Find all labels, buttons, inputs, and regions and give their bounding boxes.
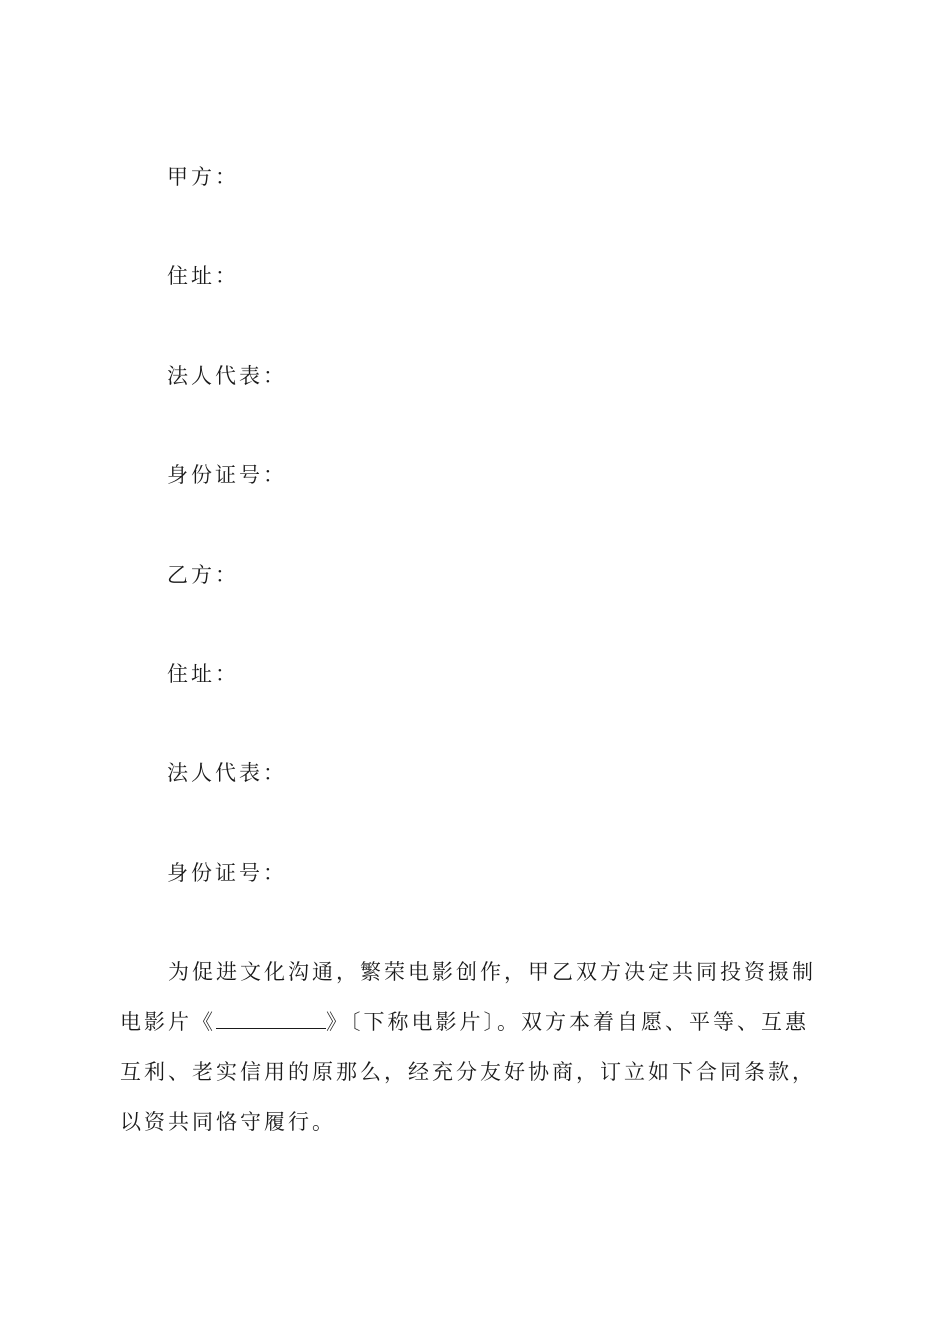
- party-b-address-label: 住址：: [167, 662, 239, 686]
- party-b-name-label: 乙方：: [167, 563, 239, 587]
- party-a-id-label: 身份证号：: [167, 463, 287, 487]
- party-a-legal-rep-label: 法人代表：: [167, 364, 287, 388]
- intro-line-3: 互利、老实信用的原那么，经充分友好协商，订立如下合同条款，: [120, 1060, 816, 1084]
- intro-line-2: [120, 1008, 840, 1058]
- intro-line-2-end: 》〔下称电影片〕。双方本着自愿、平等、互惠: [326, 1010, 809, 1034]
- intro-line-2-start: 电影片《: [120, 1010, 216, 1034]
- film-title-blank[interactable]: [216, 1008, 326, 1029]
- party-b-id-label: 身份证号：: [167, 861, 287, 885]
- intro-paragraph: [120, 958, 840, 1158]
- party-a-address-label: 住址：: [167, 264, 239, 288]
- intro-line-4: 以资共同恪守履行。: [120, 1110, 336, 1134]
- party-b-legal-rep-label: 法人代表：: [167, 761, 287, 785]
- intro-line-1: 为促进文化沟通，繁荣电影创作，甲乙双方决定共同投资摄制: [168, 960, 816, 984]
- party-a-name-label: 甲方：: [167, 165, 239, 189]
